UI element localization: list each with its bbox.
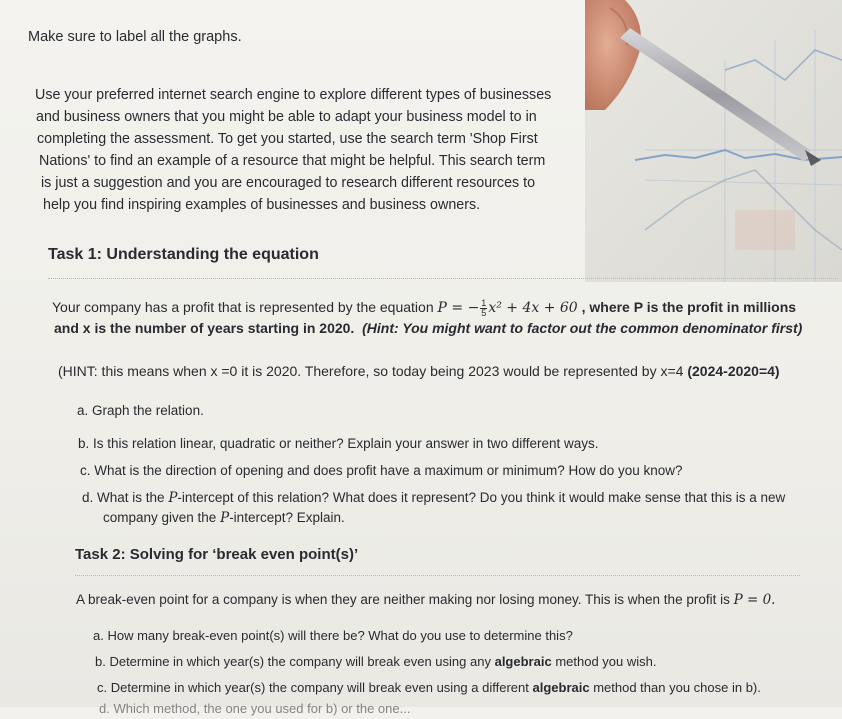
intro-line-3: completing the assessment. To get you started, use the search term 'Shop First <box>37 131 538 147</box>
definition-text: A break-even point for a company is when they are neither making nor losing money. This is when the profit is <box>76 592 730 607</box>
photo-pen-on-chart <box>585 0 842 282</box>
task1-title: Task 1: Understanding the equation <box>48 246 319 263</box>
task2-question-c <box>97 678 761 698</box>
question-c-text: c. Determine in which year(s) the company will break even using a different <box>97 680 529 695</box>
equation-fraction <box>480 299 487 318</box>
task2-question-a: a. How many break-even point(s) will there be? What do you use to determine this? <box>93 628 573 643</box>
question-d-cont-text-2: -intercept? Explain. <box>229 510 345 525</box>
break-even-definition <box>76 590 775 610</box>
task1-question-c: c. What is the direction of opening and does profit have a maximum or minimum? How do you know? <box>80 463 683 478</box>
task1-question-b: b. Is this relation linear, quadratic or neither? Explain your answer in two different ways. <box>78 436 599 451</box>
question-b-text: b. Determine in which year(s) the company will break even using any <box>95 654 491 669</box>
year-hint-line <box>58 361 780 381</box>
pen-hand-illustration <box>585 0 842 282</box>
intro-line-1: Use your preferred internet search engine to explore different types of businesses <box>35 87 552 103</box>
p-variable: P <box>168 490 178 506</box>
intro-line-4: Nations' to find an example of a resource that might be helpful. This search term <box>39 153 546 169</box>
task1-variables-line <box>54 318 802 338</box>
divider <box>75 575 800 576</box>
question-c-text-2: method than you chose in b). <box>593 680 761 695</box>
label-graphs-instruction: Make sure to label all the graphs. <box>28 29 242 45</box>
task1-question-d <box>82 488 785 508</box>
task1-question-a: a. Graph the relation. <box>77 403 204 418</box>
year-hint-bold: (2024-2020=4) <box>687 363 780 379</box>
definition-equation: P = 0. <box>733 592 776 608</box>
task2-question-b <box>95 652 656 672</box>
divider <box>48 278 838 279</box>
equation-lhs: P = − <box>437 300 480 316</box>
fraction-numerator: 1 <box>481 297 487 308</box>
x-definition: and x is the number of years starting in 2020. <box>54 320 355 336</box>
task2-question-d-cutoff: d. Which method, the one you used for b) or the one... <box>99 701 411 716</box>
task1-question-d-cont <box>103 508 345 528</box>
factor-hint: (Hint: You might want to factor out the common denominator first) <box>362 320 803 336</box>
question-d-text: d. What is the <box>82 490 165 505</box>
equation-intro-text: Your company has a profit that is represented by the equation <box>52 299 434 315</box>
intro-line-5: is just a suggestion and you are encouraged to research different resources to <box>41 175 536 191</box>
algebraic-emphasis: algebraic <box>494 654 552 669</box>
intro-line-6: help you find inspiring examples of businesses and business owners. <box>43 197 481 213</box>
task1-equation-line <box>52 297 796 318</box>
fraction-denominator: 5 <box>481 307 487 318</box>
question-d-cont-text: company given the <box>103 510 217 525</box>
equation-definition: , where P is the profit in millions <box>581 299 797 315</box>
question-b-text-2: method you wish. <box>555 654 657 669</box>
equation-rest: x² + 4x + 60 <box>488 300 578 316</box>
question-d-text-2: -intercept of this relation? What does it represent? Do you think it would make sense that this is a new <box>177 490 786 505</box>
task2-title: Task 2: Solving for ‘break even point(s)’ <box>75 546 359 563</box>
p-variable: P <box>220 510 230 526</box>
year-hint-text: (HINT: this means when x =0 it is 2020. Therefore, so today being 2023 would be represented by x=4 <box>58 363 684 379</box>
algebraic-emphasis: algebraic <box>532 680 590 695</box>
intro-line-2: and business owners that you might be able to adapt your business model to in <box>36 109 537 125</box>
